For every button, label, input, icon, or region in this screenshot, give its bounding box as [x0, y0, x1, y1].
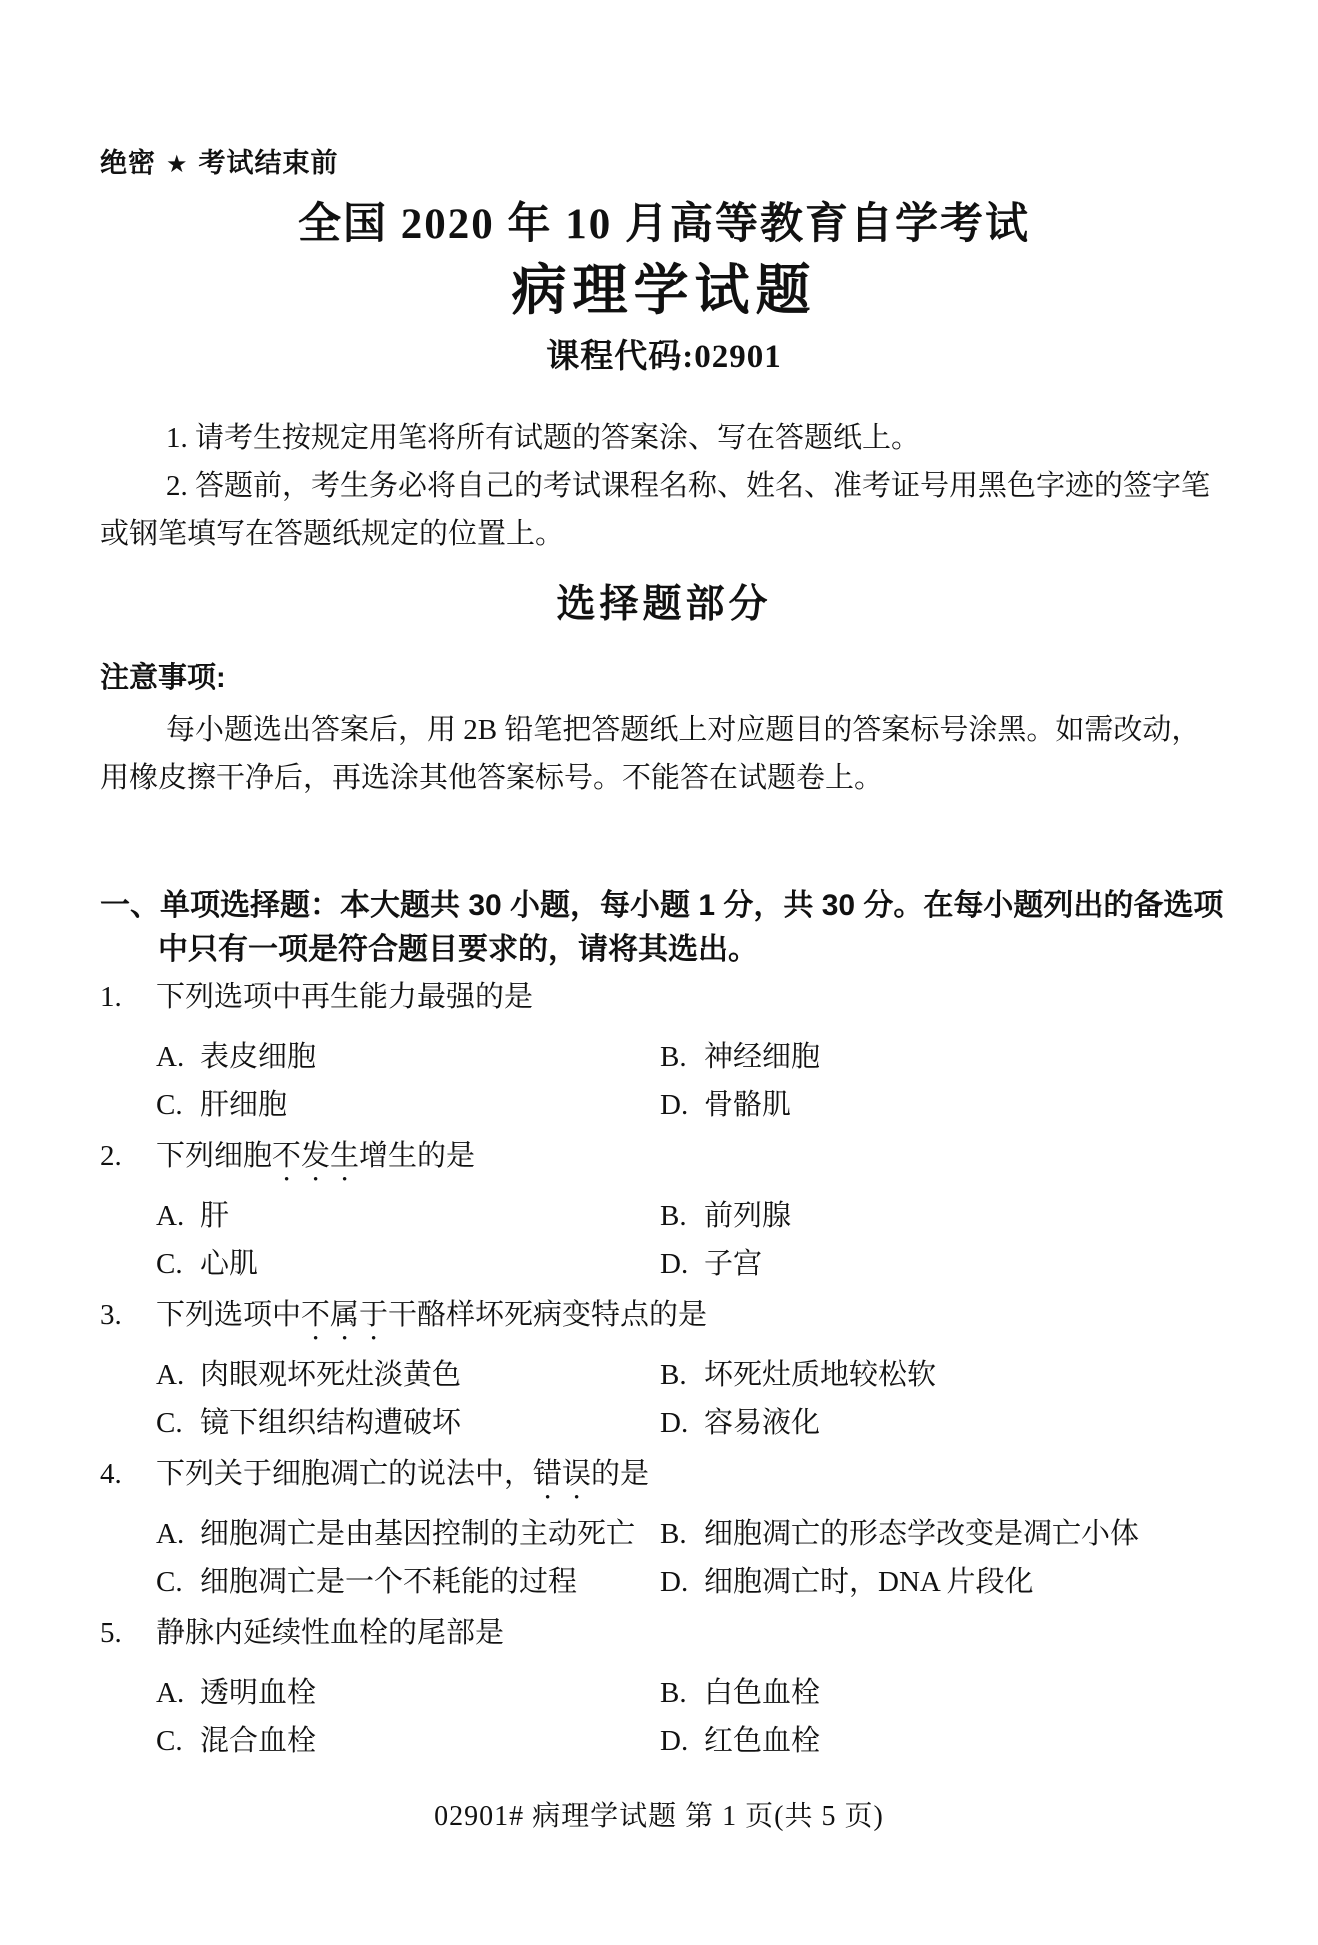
option-item: [660, 1192, 1228, 1240]
question-number: 3.: [100, 1299, 122, 1331]
option-text: 肝细胞: [200, 1089, 288, 1121]
question-item: [100, 1290, 1228, 1447]
option-grid: [100, 1510, 1228, 1606]
course-code: 课程代码:02901: [546, 339, 782, 375]
question-stem: [100, 972, 1228, 1029]
option-text: 混合血栓: [200, 1725, 317, 1757]
option-item: [156, 1399, 660, 1447]
option-label: D.: [660, 1248, 689, 1280]
option-text: 前列腺: [704, 1200, 792, 1232]
stem-text: 下列关于细胞凋亡的说法中，: [156, 1458, 534, 1490]
option-text: 白色血栓: [704, 1677, 821, 1709]
question-number: 5.: [100, 1617, 122, 1649]
option-item: [660, 1351, 1228, 1399]
option-text: 心肌: [200, 1248, 259, 1280]
star-icon: ★: [166, 151, 189, 178]
option-text: 肉眼观坏死灶淡黄色: [200, 1359, 462, 1391]
choice-section-marker: 一、: [100, 889, 160, 922]
option-text: 子宫: [704, 1248, 763, 1280]
option-label: C.: [156, 1725, 183, 1757]
option-label: B.: [660, 1518, 687, 1550]
stem-text: 干酪样坏死病变特点的是: [388, 1299, 708, 1331]
option-text: 红色血栓: [704, 1725, 821, 1757]
option-label: D.: [660, 1407, 689, 1439]
option-label: C.: [156, 1407, 183, 1439]
option-item: [660, 1558, 1228, 1606]
option-item: [660, 1081, 1228, 1129]
option-text: 神经细胞: [704, 1041, 821, 1073]
notes-body: 每小题选出答案后，用 2B 铅笔把答题纸上对应题目的答案标号涂黑。如需改动，用橡皮擦干净后，再选涂其他答案标号。不能答在试题卷上。: [100, 714, 1201, 794]
option-item: [660, 1240, 1228, 1288]
choice-section-header: [100, 884, 1228, 972]
option-label: A.: [156, 1200, 185, 1232]
stem-text: 的是: [591, 1458, 650, 1490]
question-item: [100, 1131, 1228, 1288]
option-text: 容易液化: [704, 1407, 821, 1439]
option-grid: [100, 1033, 1228, 1129]
option-label: D.: [660, 1566, 689, 1598]
question-list: [100, 972, 1228, 1765]
stem-text: 静脉内延续性血栓的尾部是: [156, 1617, 505, 1649]
option-label: D.: [660, 1089, 689, 1121]
security-level: 绝密: [100, 148, 156, 178]
option-label: D.: [660, 1725, 689, 1757]
option-label: B.: [660, 1677, 687, 1709]
option-label: C.: [156, 1566, 183, 1598]
option-item: [156, 1669, 660, 1717]
option-text: 坏死灶质地较松软: [704, 1359, 937, 1391]
question-number: 4.: [100, 1458, 122, 1490]
option-item: [156, 1192, 660, 1240]
option-label: A.: [156, 1359, 185, 1391]
stem-text: 增生的是: [359, 1140, 476, 1172]
stem-text: 下列细胞: [156, 1140, 273, 1172]
option-item: [156, 1510, 660, 1558]
question-stem: [100, 1449, 1228, 1506]
option-item: [660, 1669, 1228, 1717]
option-text: 细胞凋亡是一个不耗能的过程: [200, 1566, 578, 1598]
security-classification: [100, 148, 1228, 180]
option-label: C.: [156, 1089, 183, 1121]
instruction-1: 1. 请考生按规定用笔将所有试题的答案涂、写在答题纸上。: [166, 422, 921, 454]
stem-emphasis: 不发生: [272, 1140, 360, 1172]
question-number: 1.: [100, 981, 122, 1013]
option-item: [660, 1033, 1228, 1081]
option-grid: [100, 1669, 1228, 1765]
option-item: [156, 1033, 660, 1081]
paper-title: 病理学试题: [511, 260, 817, 321]
option-text: 镜下组织结构遭破坏: [200, 1407, 462, 1439]
option-label: A.: [156, 1041, 185, 1073]
choice-section-heading: 单项选择题：: [160, 889, 340, 922]
option-item: [660, 1399, 1228, 1447]
option-label: B.: [660, 1041, 687, 1073]
question-item: [100, 1608, 1228, 1765]
question-stem: [100, 1290, 1228, 1347]
choice-section-description: 本大题共 30 小题，每小题 1 分，共 30 分。在每小题列出的备选项中只有一项是符合题目要求的，请将其选出。: [158, 889, 1224, 966]
option-label: B.: [660, 1200, 687, 1232]
option-item: [156, 1558, 660, 1606]
option-text: 表皮细胞: [200, 1041, 317, 1073]
option-label: A.: [156, 1677, 185, 1709]
stem-text: 下列选项中: [156, 1299, 302, 1331]
option-label: B.: [660, 1359, 687, 1391]
option-item: [156, 1351, 660, 1399]
option-item: [156, 1240, 660, 1288]
question-item: [100, 972, 1228, 1129]
exam-title: 全国 2020 年 10 月高等教育自学考试: [298, 201, 1030, 248]
option-text: 细胞凋亡时，DNA 片段化: [704, 1566, 1034, 1598]
option-grid: [100, 1351, 1228, 1447]
stem-text: 下列选项中再生能力最强的是: [156, 981, 534, 1013]
page-footer: 02901# 病理学试题 第 1 页(共 5 页): [434, 1801, 884, 1832]
option-text: 肝: [200, 1200, 230, 1232]
option-text: 细胞凋亡是由基因控制的主动死亡: [200, 1518, 636, 1550]
option-item: [660, 1510, 1228, 1558]
question-item: [100, 1449, 1228, 1606]
option-text: 骨骼肌: [704, 1089, 792, 1121]
option-grid: [100, 1192, 1228, 1288]
notes-heading: 注意事项:: [100, 662, 226, 694]
question-stem: [100, 1608, 1228, 1665]
question-number: 2.: [100, 1140, 122, 1172]
section-title: 选择题部分: [556, 583, 772, 626]
option-label: A.: [156, 1518, 185, 1550]
stem-emphasis: 不属于: [301, 1299, 389, 1331]
option-text: 透明血栓: [200, 1677, 317, 1709]
exam-timing-label: 考试结束前: [198, 148, 339, 178]
question-stem: [100, 1131, 1228, 1188]
option-text: 细胞凋亡的形态学改变是凋亡小体: [704, 1518, 1140, 1550]
option-item: [156, 1717, 660, 1765]
stem-emphasis: 错误: [533, 1458, 592, 1490]
option-item: [156, 1081, 660, 1129]
instruction-2: 2. 答题前，考生务必将自己的考试课程名称、姓名、准考证号用黑色字迹的签字笔或钢笔填写在答题纸规定的位置上。: [100, 470, 1211, 550]
option-item: [660, 1717, 1228, 1765]
option-label: C.: [156, 1248, 183, 1280]
